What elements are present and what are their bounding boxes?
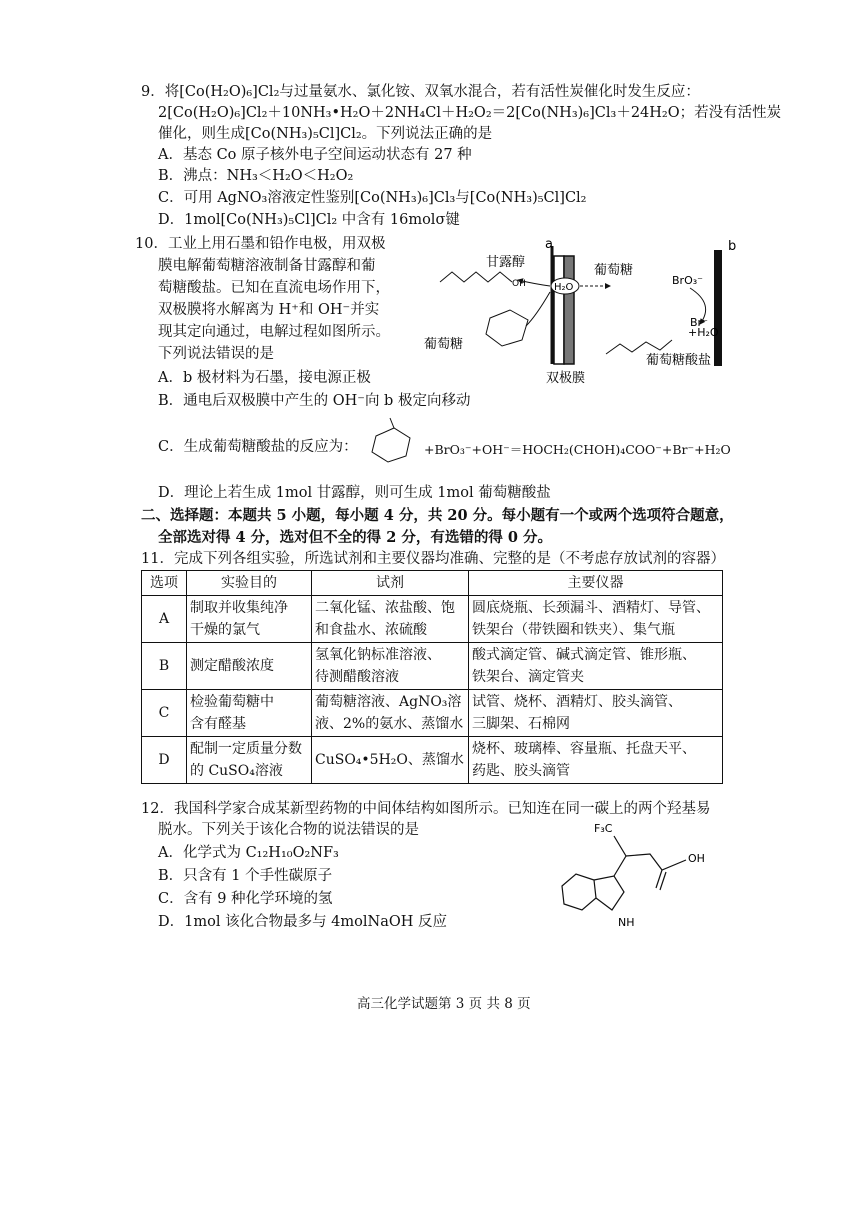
row-b-reagent-1: 氢氧化钠标准溶液、 [315, 647, 441, 663]
row-d-reagent-1: CuSO₄•5H₂O、蒸馏水 [315, 752, 464, 768]
header-instrument: 主要仪器 [469, 571, 723, 596]
q10-stem-line-3: 萄糖酸盐。已知在直流电场作用下， [158, 280, 390, 296]
q9-stem-line-3: 催化，则生成[Co(NH₃)₅Cl]Cl₂。下列说法正确的是 [158, 126, 493, 142]
header-option: 选项 [142, 571, 187, 596]
q10-stem-line-6: 下列说法错误的是 [158, 346, 274, 362]
indole-structure [550, 818, 740, 936]
row-b-purpose-1: 测定醋酸浓度 [190, 658, 274, 674]
q12-option-a: A．化学式为 C₁₂H₁₀O₂NF₃ [158, 845, 339, 861]
row-c-option: C [142, 690, 187, 737]
row-d-reagent [312, 737, 469, 784]
q12-stem-line-2: 脱水。下列关于该化合物的说法错误的是 [158, 822, 419, 838]
row-d-instr-1: 烧杯、玻璃棒、容量瓶、托盘天平、 [472, 741, 696, 757]
row-a-option: A [142, 596, 187, 643]
row-c-instr-1: 试管、烧杯、酒精灯、胶头滴管、 [472, 694, 682, 710]
nh-label: NH [618, 916, 635, 929]
row-b-instr-1: 酸式滴定管、碱式滴定管、锥形瓶、 [472, 647, 696, 663]
q10-option-d: D．理论上若生成 1mol 甘露醇，则可生成 1mol 葡萄糖酸盐 [158, 485, 551, 501]
bromide-label: Br⁻ [690, 316, 708, 329]
glucose-ring-left [486, 310, 528, 346]
page-footer: 高三化学试题第 3 页 共 8 页 [357, 996, 531, 1012]
membrane-left-layer [554, 256, 564, 364]
row-c-purpose [187, 690, 312, 737]
electrode-b-plate [714, 250, 722, 366]
row-c-instrument [469, 690, 723, 737]
mannitol-oh-label: OH [512, 279, 526, 289]
q9-option-a: A．基态 Co 原子核外电子空间运动状态有 27 种 [158, 147, 472, 163]
q9-option-c: C．可用 AgNO₃溶液定性鉴别[Co(NH₃)₆]Cl₃与[Co(NH₃)₅Cl]Cl₂ [158, 190, 587, 206]
row-a-purpose [187, 596, 312, 643]
q9-stem-line-2: 2[Co(H₂O)₆]Cl₂＋10NH₃•H₂O＋2NH₄Cl＋H₂O₂＝2[Co(NH₃)₆]Cl₃＋24H₂O；若没有活性炭 [158, 105, 782, 121]
q10-stem-line-2: 膜电解葡萄糖溶液制备甘露醇和葡 [158, 258, 376, 274]
glucose-left-label: 葡萄糖 [424, 337, 464, 352]
row-c-purpose-1: 检验葡萄糖中 [190, 694, 274, 710]
option-c-glucose-ring [360, 416, 422, 472]
mannitol-label: 甘露醇 [486, 255, 526, 270]
row-a-instr-1: 圆底烧瓶、长颈漏斗、酒精灯、导管、 [472, 600, 710, 616]
option-c-ring-shape [372, 428, 410, 462]
q11-options-table [141, 570, 723, 784]
option-c-ring-substituent [390, 418, 394, 428]
row-b-purpose [187, 643, 312, 690]
row-c-purpose-2: 含有醛基 [190, 716, 246, 732]
row-b-reagent [312, 643, 469, 690]
water-label: H₂O [554, 282, 574, 293]
q10-stem-line-1: 10．工业上用石墨和铅作电极，用双极 [135, 236, 386, 252]
gluconate-skeleton [606, 340, 672, 354]
bromate-label: BrO₃⁻ [672, 274, 703, 287]
q10-stem-line-4: 双极膜将水解离为 H⁺和 OH⁻并实 [158, 302, 380, 318]
table-row [142, 596, 723, 643]
row-a-purpose-1: 制取并收集纯净 [190, 600, 288, 616]
gluconate-label: 葡萄糖酸盐 [646, 353, 712, 368]
q12-option-b: B．只含有 1 个手性碳原子 [158, 868, 333, 884]
row-d-instr-2: 药匙、胶头滴管 [472, 763, 570, 779]
row-b-option: B [142, 643, 187, 690]
header-reagent: 试剂 [312, 571, 469, 596]
q10-stem-line-5: 现其定向通过，电解过程如图所示。 [158, 324, 390, 340]
row-d-purpose-1: 配制一定质量分数 [190, 741, 302, 757]
row-b-instr-2: 铁架台、滴定管夹 [472, 669, 584, 685]
table-row [142, 737, 723, 784]
mannitol-skeleton [440, 272, 512, 282]
acid-chain [626, 854, 686, 870]
row-d-purpose [187, 737, 312, 784]
row-a-purpose-2: 干燥的氯气 [190, 622, 260, 638]
membrane-right-layer [564, 256, 574, 364]
header-purpose: 实验目的 [187, 571, 312, 596]
electrode-b-label: b [728, 239, 737, 254]
q11-stem: 11．完成下列各组实验，所选试剂和主要仪器均准确、完整的是（不考虑存放试剂的容器） [141, 551, 725, 567]
row-c-instr-2: 三脚架、石棉网 [472, 716, 570, 732]
benzene-ring [562, 874, 596, 910]
q9-stem-line-1: 9．将[Co(H₂O)₆]Cl₂与过量氨水、氯化铵、双氧水混合，若有活性炭催化时发生反应： [141, 84, 700, 100]
row-a-reagent-2: 和食盐水、浓硫酸 [315, 622, 427, 638]
row-d-purpose-2: 的 CuSO₄溶液 [190, 763, 283, 779]
q12-option-d: D．1mol 该化合物最多与 4molNaOH 反应 [158, 914, 448, 930]
q12-option-c: C．含有 9 种化学环境的氢 [158, 891, 333, 907]
q12-stem-line-1: 12．我国科学家合成某新型药物的中间体结构如图所示。已知连在同一碳上的两个羟基易 [141, 801, 711, 817]
row-d-instrument [469, 737, 723, 784]
q9-option-b: B．沸点：NH₃＜H₂O＜H₂O₂ [158, 168, 354, 184]
row-a-reagent [312, 596, 469, 643]
q10-option-c-prefix: C．生成葡萄糖酸盐的反应为： [158, 439, 358, 455]
arrow-from-glucose [526, 292, 550, 326]
section-2-heading-line-1: 二、选择题：本题共 5 小题，每小题 4 分，共 20 分。每小题有一个或两个选项符合题意， [141, 507, 734, 524]
row-c-reagent [312, 690, 469, 737]
plus-water-label: +H₂O [688, 326, 719, 339]
row-d-option: D [142, 737, 187, 784]
electrolysis-diagram [410, 236, 740, 388]
membrane-label: 双极膜 [546, 371, 586, 386]
q10-option-c-equation: +BrO₃⁻+OH⁻＝HOCH₂(CHOH)₄COO⁻+Br⁻+H₂O [424, 442, 731, 457]
q9-option-d: D．1mol[Co(NH₃)₅Cl]Cl₂ 中含有 16molσ键 [158, 212, 460, 228]
row-c-reagent-1: 葡萄糖溶液、AgNO₃溶 [315, 694, 462, 710]
q10-option-b: B．通电后双极膜中产生的 OH⁻向 b 极定向移动 [158, 393, 471, 409]
table-header-row [142, 571, 723, 596]
row-c-reagent-2: 液、2%的氨水、蒸馏水 [315, 716, 464, 732]
cf3-label: F₃C [594, 822, 613, 835]
table-row [142, 690, 723, 737]
row-b-instrument [469, 643, 723, 690]
row-b-reagent-2: 待测醋酸溶液 [315, 669, 399, 685]
section-2-heading-line-2: 全部选对得 4 分，选对但不全的得 2 分，有选错的得 0 分。 [158, 529, 553, 546]
oh-label: OH [688, 852, 705, 865]
table-row [142, 643, 723, 690]
electrode-a-label: a [545, 237, 553, 252]
pyrrole-ring [594, 876, 624, 910]
row-a-instr-2: 铁架台（带铁圈和铁夹）、集气瓶 [472, 622, 675, 638]
row-a-reagent-1: 二氧化锰、浓盐酸、饱 [315, 600, 455, 616]
row-a-instrument [469, 596, 723, 643]
cf3-bond [614, 836, 626, 876]
q10-option-a: A．b 极材料为石墨，接电源正极 [158, 370, 371, 386]
glucose-right-label: 葡萄糖 [594, 263, 634, 278]
